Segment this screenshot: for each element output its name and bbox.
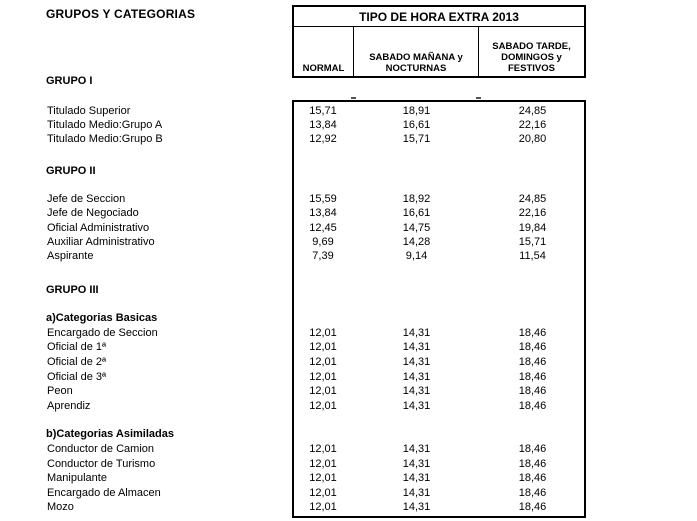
table-row xyxy=(46,384,586,399)
table-row xyxy=(46,221,586,235)
value-normal: 12,01 xyxy=(309,457,337,470)
value-sabado-tarde: 18,46 xyxy=(518,501,547,514)
value-sabado-tarde: 18,46 xyxy=(518,326,547,339)
value-normal: 12,01 xyxy=(309,472,337,485)
category-label: Jefe de Seccion xyxy=(47,192,126,205)
value-sabado-manana: 14,31 xyxy=(402,370,431,383)
group-heading-3: GRUPO III xyxy=(46,283,99,296)
group-heading-1: GRUPO I xyxy=(46,75,93,87)
value-sabado-manana: 14,31 xyxy=(402,385,431,398)
value-sabado-tarde: 18,46 xyxy=(518,472,547,485)
table-row xyxy=(46,486,586,501)
category-label: Auxiliar Administrativo xyxy=(47,235,155,248)
value-sabado-tarde: 18,46 xyxy=(518,399,547,412)
value-sabado-tarde: 22,16 xyxy=(518,119,547,132)
value-sabado-manana: 14,31 xyxy=(402,326,431,339)
category-label: Encargado de Seccion xyxy=(47,326,158,339)
table-row xyxy=(46,370,586,385)
value-normal: 7,39 xyxy=(312,250,334,263)
value-sabado-tarde: 15,71 xyxy=(518,235,547,248)
value-sabado-tarde: 18,46 xyxy=(518,370,547,383)
category-label: Jefe de Negociado xyxy=(47,207,139,220)
value-sabado-tarde: 22,16 xyxy=(518,207,547,220)
value-sabado-manana: 18,92 xyxy=(402,192,431,205)
subsection-heading-b: b)Categorias Asimiladas xyxy=(46,428,174,441)
subsection-heading-a: a)Categorias Basicas xyxy=(46,312,158,325)
category-label: Peon xyxy=(47,385,73,398)
table-row xyxy=(46,118,586,132)
value-normal: 9,69 xyxy=(312,235,334,248)
value-normal: 12,01 xyxy=(309,399,337,412)
category-label: Titulado Medio:Grupo A xyxy=(47,119,163,132)
table-body xyxy=(46,74,586,515)
column-header-row xyxy=(294,27,584,76)
value-sabado-tarde: 24,85 xyxy=(518,192,547,205)
value-sabado-manana: 14,31 xyxy=(402,457,431,470)
category-label: Oficial de 2ª xyxy=(47,356,107,369)
table-title: TIPO DE HORA EXTRA 2013 xyxy=(294,7,584,27)
value-sabado-manana: 14,31 xyxy=(402,341,431,354)
value-normal: 12,92 xyxy=(309,133,337,146)
category-label: Manipulante xyxy=(47,472,107,485)
category-label: Oficial de 1ª xyxy=(47,341,107,354)
table-row xyxy=(46,192,586,206)
value-sabado-manana: 16,61 xyxy=(402,207,431,220)
table-row xyxy=(46,442,586,457)
column-header-sabado-tarde-domingos-festivos: SABADO TARDE, DOMINGOS y FESTIVOS xyxy=(492,41,571,74)
value-normal: 12,01 xyxy=(309,486,337,499)
value-normal: 12,01 xyxy=(309,370,337,383)
value-sabado-tarde: 18,46 xyxy=(518,385,547,398)
value-sabado-tarde: 18,46 xyxy=(518,443,547,456)
value-normal: 12,01 xyxy=(309,443,337,456)
value-normal: 13,84 xyxy=(309,119,337,132)
value-sabado-manana: 14,31 xyxy=(402,356,431,369)
left-column-title: GRUPOS Y CATEGORIAS xyxy=(46,7,196,21)
category-label: Conductor de Camion xyxy=(47,443,155,456)
value-sabado-tarde: 24,85 xyxy=(518,104,547,117)
value-sabado-manana: 14,75 xyxy=(402,221,431,234)
value-sabado-manana: 18,91 xyxy=(402,104,431,117)
value-sabado-tarde: 18,46 xyxy=(518,457,547,470)
value-normal: 12,01 xyxy=(309,326,337,339)
category-label: Oficial Administrativo xyxy=(47,221,150,234)
table-row xyxy=(46,500,586,515)
value-sabado-manana: 14,31 xyxy=(402,443,431,456)
value-normal: 12,45 xyxy=(309,221,337,234)
category-label: Encargado de Almacen xyxy=(47,486,161,499)
value-sabado-manana: 14,31 xyxy=(402,472,431,485)
value-normal: 12,01 xyxy=(309,341,337,354)
value-sabado-manana: 16,61 xyxy=(402,119,431,132)
table-row xyxy=(46,457,586,472)
group-heading-2: GRUPO II xyxy=(46,164,96,177)
value-sabado-tarde: 18,46 xyxy=(518,356,547,369)
table-row xyxy=(46,249,586,263)
value-normal: 15,71 xyxy=(309,104,337,117)
value-normal: 12,01 xyxy=(309,356,337,369)
table-row xyxy=(46,340,586,355)
value-normal: 12,01 xyxy=(309,501,337,514)
value-sabado-tarde: 11,54 xyxy=(519,250,546,263)
value-sabado-tarde: 20,80 xyxy=(518,133,547,146)
table-row xyxy=(46,132,586,146)
value-sabado-tarde: 19,84 xyxy=(518,221,547,234)
table-row xyxy=(46,399,586,414)
category-label: Conductor de Turismo xyxy=(47,457,156,470)
category-label: Titulado Medio:Grupo B xyxy=(47,133,163,146)
table-row xyxy=(46,326,586,341)
hora-extra-header-table xyxy=(292,5,586,78)
value-sabado-manana: 14,28 xyxy=(402,235,431,248)
value-sabado-tarde: 18,46 xyxy=(518,486,547,499)
column-header-sabado-manana-nocturnas: SABADO MAÑANA y NOCTURNAS xyxy=(354,27,479,76)
table-row xyxy=(46,235,586,249)
table-row xyxy=(46,355,586,370)
table-row xyxy=(46,104,586,118)
category-label: Mozo xyxy=(47,501,74,514)
value-normal: 13,84 xyxy=(309,207,337,220)
value-sabado-manana: 14,31 xyxy=(402,486,431,499)
value-sabado-manana: 9,14 xyxy=(405,250,428,263)
column-header-normal: NORMAL xyxy=(294,27,354,76)
value-sabado-tarde: 18,46 xyxy=(518,341,547,354)
category-label: Oficial de 3ª xyxy=(47,370,107,383)
value-sabado-manana: 14,31 xyxy=(402,501,431,514)
table-row xyxy=(46,471,586,486)
category-label: Titulado Superior xyxy=(47,104,131,117)
value-normal: 12,01 xyxy=(309,385,337,398)
value-sabado-manana: 15,71 xyxy=(402,133,431,146)
table-row xyxy=(46,206,586,220)
category-label: Aprendiz xyxy=(47,399,91,412)
category-label: Aspirante xyxy=(47,250,94,263)
value-normal: 15,59 xyxy=(309,192,337,205)
value-sabado-manana: 14,31 xyxy=(402,399,431,412)
